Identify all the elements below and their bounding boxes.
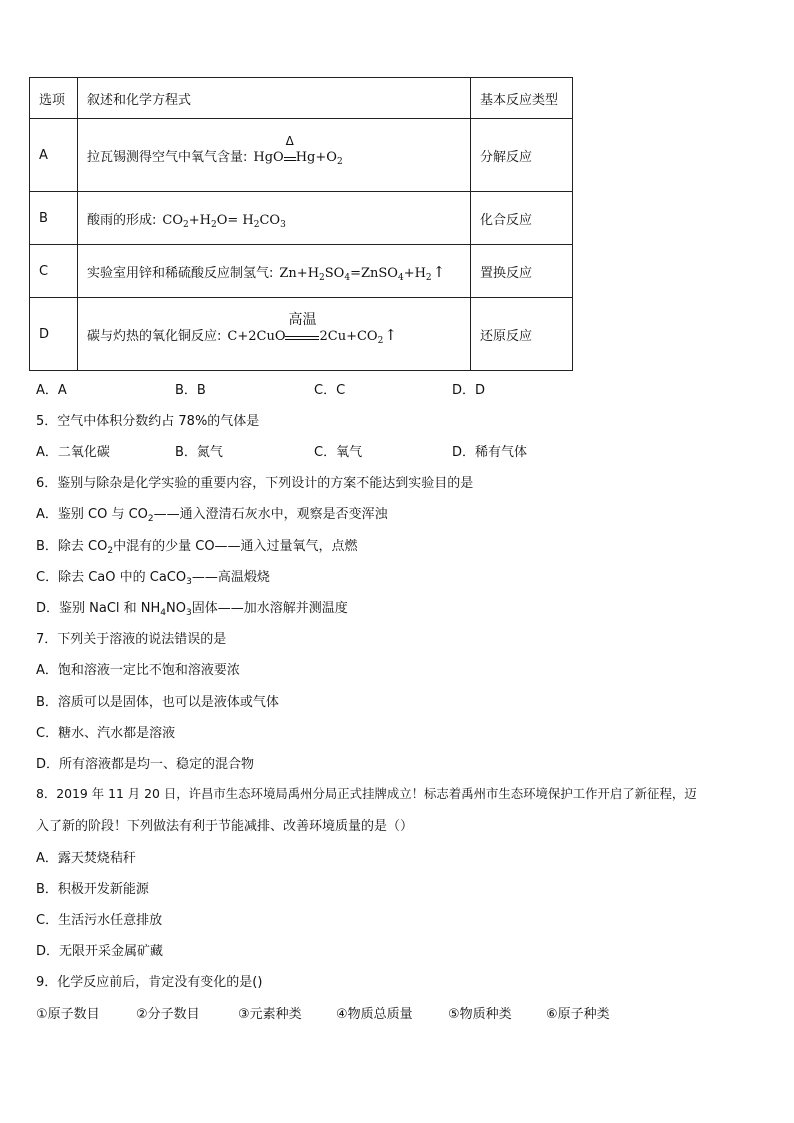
q5-option-d[interactable]: D．稀有气体 [452, 445, 528, 460]
header-reaction-type: 基本反应类型 [471, 78, 573, 119]
q9-item-4[interactable]: ④物质总质量 [336, 1007, 413, 1022]
q4-option-d[interactable]: D．D [452, 383, 486, 398]
q9-item-1[interactable]: ①原子数目 [36, 1007, 100, 1022]
q5-option-a[interactable]: A．二氧化碳 [36, 445, 110, 460]
description-cell [78, 192, 471, 245]
q6-option-d[interactable]: D．鉴别 NaCl 和 $NH_4NO_3$固体——加水溶解并测温度 [36, 601, 348, 618]
description-cell [78, 245, 471, 298]
q5-stem: 5．空气中体积分数约占 78%的气体是 [36, 414, 260, 429]
table-row [30, 298, 573, 371]
description-text: 碳与灼热的氧化铜反应: [87, 328, 222, 344]
q9-item-5[interactable]: ⑤物质种类 [448, 1007, 512, 1022]
q9-stem: 9．化学反应前后，肯定没有变化的是() [36, 975, 263, 990]
table-row [30, 192, 573, 245]
q7-stem: 7．下列关于溶液的说法错误的是 [36, 632, 227, 647]
chemical-equation: C+2CuO 高温 $2Cu+CO_2↑$ [227, 311, 397, 346]
chemical-equation: $Zn+H_2SO_4=ZnSO_4+H_2↑$ [279, 262, 446, 283]
header-option: 选项 [30, 78, 78, 119]
reaction-type: 化合反应 [471, 192, 573, 245]
q8-option-d[interactable]: D．无限开采金属矿藏 [36, 944, 164, 959]
option-letter: A [30, 119, 78, 192]
gas-arrow-icon: ↑ [384, 325, 397, 344]
q5-option-c[interactable]: C．氧气 [314, 445, 363, 460]
q9-item-6[interactable]: ⑥原子种类 [546, 1007, 610, 1022]
q5-option-b[interactable]: B．氮气 [175, 445, 223, 460]
table-row [30, 245, 573, 298]
description-text: 实验室用锌和稀硫酸反应制氢气: [87, 265, 274, 281]
description-text: 拉瓦锡测得空气中氧气含量: [87, 149, 248, 165]
q7-option-c[interactable]: C．糖水、汽水都是溶液 [36, 726, 176, 741]
q4-option-b[interactable]: B．B [175, 383, 206, 398]
reaction-table [29, 77, 573, 371]
description-cell [78, 298, 471, 371]
chemical-equation: HgO Δ $Hg+O_2$ [253, 133, 343, 167]
q8-option-a[interactable]: A．露天焚烧秸秆 [36, 851, 136, 866]
option-letter: D [30, 298, 78, 371]
option-letter: C [30, 245, 78, 298]
description-cell [78, 119, 471, 192]
q9-item-3[interactable]: ③元素种类 [238, 1007, 302, 1022]
reaction-type: 置换反应 [471, 245, 573, 298]
description-text: 酸雨的形成: [87, 212, 157, 228]
q8-stem-line-1: 8．2019 年 11 月 20 日，许昌市生态环境局禹州分局正式挂牌成立！标志着禹州市生态环境保护工作开启了新征程，迈 [36, 786, 697, 801]
q4-option-a[interactable]: A．A [36, 383, 67, 398]
high-temp-condition: 高温 [285, 330, 319, 340]
q4-option-c[interactable]: C．C [314, 383, 346, 398]
reaction-type: 还原反应 [471, 298, 573, 371]
option-letter: B [30, 192, 78, 245]
q9-item-2[interactable]: ②分子数目 [136, 1007, 200, 1022]
q8-option-b[interactable]: B．积极开发新能源 [36, 882, 149, 897]
q6-option-b[interactable]: B．除去 $CO_2$中混有的少量 CO——通入过量氧气，点燃 [36, 539, 358, 556]
table-header-row [30, 78, 573, 119]
q7-option-d[interactable]: D．所有溶液都是均一、稳定的混合物 [36, 757, 255, 772]
heating-condition: Δ [284, 151, 296, 161]
gas-arrow-icon: ↑ [432, 262, 446, 281]
q8-option-c[interactable]: C．生活污水任意排放 [36, 913, 163, 928]
q6-option-a[interactable]: A．鉴别 CO 与 $CO_2——$通入澄清石灰水中，观察是否变浑浊 [36, 507, 388, 524]
q7-option-a[interactable]: A．饱和溶液一定比不饱和溶液要浓 [36, 663, 240, 678]
table-row [30, 119, 573, 192]
chemical-equation: $CO_2+H_2O= H_2CO_3$ [162, 212, 286, 230]
q6-option-c[interactable]: C．除去 CaO 中的 CaCO$_3$——高温煅烧 [36, 570, 270, 587]
header-description: 叙述和化学方程式 [78, 78, 471, 119]
q7-option-b[interactable]: B．溶质可以是固体，也可以是液体或气体 [36, 695, 279, 710]
q8-stem-line-2: 入了新的阶段！下列做法有利于节能减排、改善环境质量的是（） [36, 819, 414, 834]
q6-stem: 6．鉴别与除杂是化学实验的重要内容，下列设计的方案不能达到实验目的是 [36, 476, 474, 491]
reaction-type: 分解反应 [471, 119, 573, 192]
